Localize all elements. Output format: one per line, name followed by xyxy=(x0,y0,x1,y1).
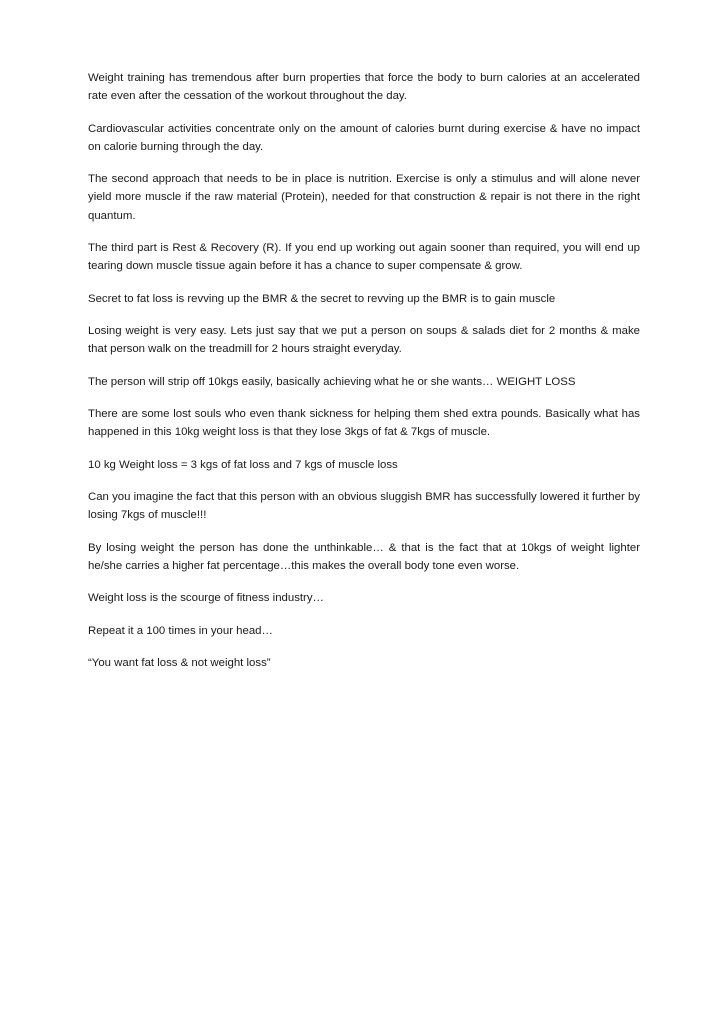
paragraph-rest-recovery: The third part is Rest & Recovery (R). If you end up working out again sooner than required, you will end up tearing down muscle tissue again before it has a chance to super compensate & grow. xyxy=(88,241,640,273)
paragraph-quote: “You want fat loss & not weight loss” xyxy=(88,656,271,669)
paragraph-unthinkable: By losing weight the person has done the unthinkable… & that is the fact that at 10kgs of weight lighter he/she carries a higher fat percentage…this makes the overall body tone even worse. xyxy=(88,541,640,572)
document-body xyxy=(88,69,640,686)
paragraph-strip-10kgs: The person will strip off 10kgs easily, basically achieving what he or she wants… WEIGHT LOSS xyxy=(88,375,576,388)
paragraph-sluggish-bmr: Can you imagine the fact that this person with an obvious sluggish BMR has successfully lowered it further by losing 7kgs of muscle!!! xyxy=(88,490,640,522)
paragraph-weight-loss-equation: 10 kg Weight loss = 3 kgs of fat loss and 7 kgs of muscle loss xyxy=(88,458,398,471)
paragraph-scourge: Weight loss is the scourge of fitness industry… xyxy=(88,592,324,605)
paragraph-bmr-secret: Secret to fat loss is revving up the BMR & the secret to revving up the BMR is to gain muscle xyxy=(88,292,556,305)
paragraph-lost-souls: There are some lost souls who even thank sickness for helping them shed extra pounds. Basically what has happened in this 10kg weight loss is that they lose 3kgs of fat & 7kgs of muscle. xyxy=(88,407,640,439)
paragraph-losing-weight: Losing weight is very easy. Lets just say that we put a person on soups & salads diet for 2 months & make that person walk on the treadmill for 2 hours straight everyday. xyxy=(88,324,640,356)
paragraph-nutrition: The second approach that needs to be in place is nutrition. Exercise is only a stimulus and will alone never yield more muscle if the raw material (Protein), needed for that construction & repair is not there in the right quantum. xyxy=(88,173,640,222)
paragraph-repeat: Repeat it a 100 times in your head… xyxy=(88,624,273,637)
paragraph-cardio: Cardiovascular activities concentrate only on the amount of calories burnt during exercise & have no impact on calorie burning through the day. xyxy=(88,122,640,153)
paragraph-afterburn: Weight training has tremendous after burn properties that force the body to burn calories at an accelerated rate even after the cessation of the workout throughout the day. xyxy=(88,72,640,103)
